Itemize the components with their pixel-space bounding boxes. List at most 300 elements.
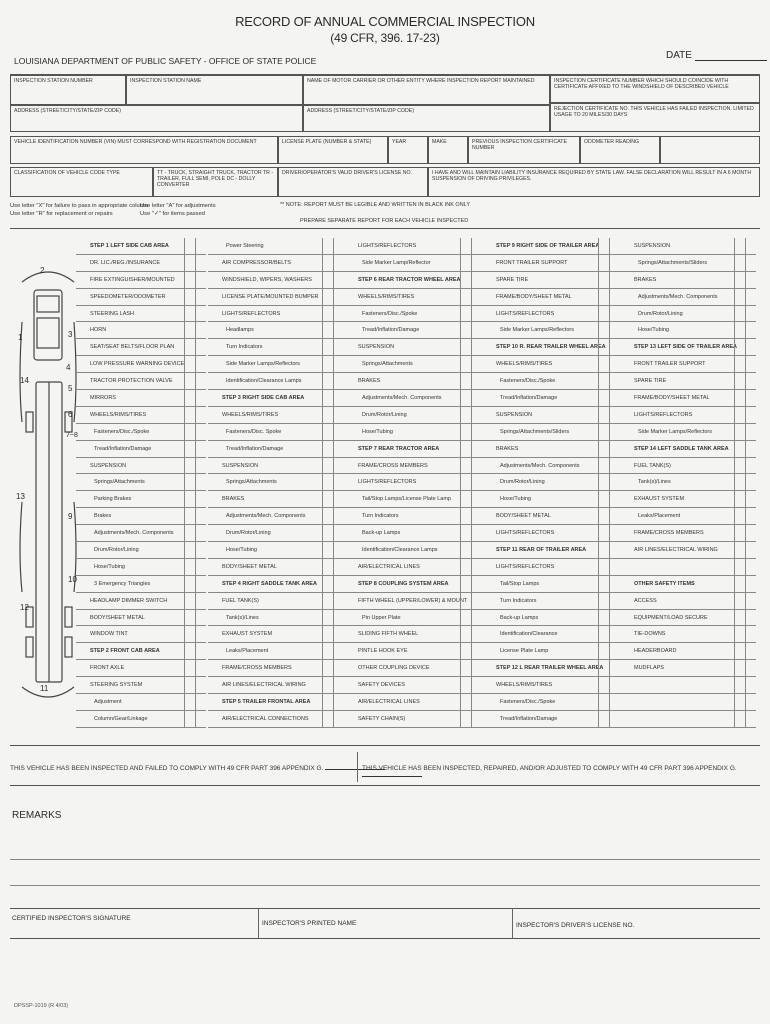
checklist-mark-box[interactable]	[745, 474, 755, 491]
checklist-mark-box[interactable]	[333, 491, 343, 508]
checklist-mark-box[interactable]	[745, 373, 755, 390]
checklist-mark-box[interactable]	[322, 542, 332, 559]
checklist-item[interactable]	[208, 255, 344, 272]
checklist-mark-box[interactable]	[460, 660, 470, 677]
checklist-item[interactable]	[482, 322, 620, 339]
checklist-item[interactable]	[76, 390, 206, 407]
checklist-mark-box[interactable]	[598, 643, 608, 660]
checklist-mark-box[interactable]	[184, 272, 194, 289]
license-plate-field[interactable]	[278, 136, 388, 164]
checklist-mark-box[interactable]	[195, 474, 205, 491]
checklist-mark-box[interactable]	[734, 694, 744, 711]
checklist-mark-box[interactable]	[745, 255, 755, 272]
odometer-value-field[interactable]	[660, 136, 760, 164]
checklist-item[interactable]	[344, 306, 482, 323]
checklist-mark-box[interactable]	[460, 491, 470, 508]
checklist-mark-box[interactable]	[184, 373, 194, 390]
checklist-mark-box[interactable]	[471, 356, 481, 373]
checklist-item[interactable]	[620, 711, 756, 728]
checklist-item[interactable]	[482, 390, 620, 407]
checklist-mark-box[interactable]	[184, 525, 194, 542]
checklist-mark-box[interactable]	[322, 306, 332, 323]
checklist-mark-box[interactable]	[734, 441, 744, 458]
checklist-mark-box[interactable]	[460, 626, 470, 643]
checklist-mark-box[interactable]	[460, 339, 470, 356]
checklist-mark-box[interactable]	[333, 559, 343, 576]
checklist-mark-box[interactable]	[609, 272, 619, 289]
checklist-mark-box[interactable]	[184, 694, 194, 711]
checklist-mark-box[interactable]	[322, 626, 332, 643]
checklist-mark-box[interactable]	[745, 711, 755, 728]
checklist-mark-box[interactable]	[322, 407, 332, 424]
checklist-mark-box[interactable]	[745, 306, 755, 323]
checklist-mark-box[interactable]	[734, 289, 744, 306]
checklist-item[interactable]	[620, 643, 756, 660]
checklist-mark-box[interactable]	[609, 508, 619, 525]
checklist-mark-box[interactable]	[609, 593, 619, 610]
checklist-mark-box[interactable]	[460, 322, 470, 339]
checklist-mark-box[interactable]	[322, 474, 332, 491]
checklist-mark-box[interactable]	[322, 491, 332, 508]
checklist-mark-box[interactable]	[598, 593, 608, 610]
checklist-mark-box[interactable]	[609, 559, 619, 576]
checklist-mark-box[interactable]	[745, 559, 755, 576]
checklist-item[interactable]	[208, 339, 344, 356]
checklist-mark-box[interactable]	[734, 491, 744, 508]
checklist-mark-box[interactable]	[609, 474, 619, 491]
checklist-item[interactable]	[76, 373, 206, 390]
checklist-item[interactable]	[620, 559, 756, 576]
checklist-item[interactable]	[76, 610, 206, 627]
checklist-item[interactable]	[482, 508, 620, 525]
checklist-item[interactable]	[208, 306, 344, 323]
checklist-mark-box[interactable]	[745, 407, 755, 424]
checklist-mark-box[interactable]	[598, 322, 608, 339]
checklist-item[interactable]	[620, 458, 756, 475]
checklist-mark-box[interactable]	[460, 407, 470, 424]
checklist-mark-box[interactable]	[184, 474, 194, 491]
checklist-mark-box[interactable]	[734, 407, 744, 424]
checklist-item[interactable]	[344, 626, 482, 643]
checklist-item[interactable]	[208, 458, 344, 475]
checklist-mark-box[interactable]	[195, 576, 205, 593]
checklist-mark-box[interactable]	[322, 559, 332, 576]
checklist-item[interactable]	[620, 508, 756, 525]
checklist-item[interactable]	[76, 272, 206, 289]
checklist-mark-box[interactable]	[471, 373, 481, 390]
checklist-mark-box[interactable]	[322, 593, 332, 610]
checklist-mark-box[interactable]	[734, 508, 744, 525]
checklist-item[interactable]	[76, 542, 206, 559]
checklist-mark-box[interactable]	[184, 711, 194, 728]
checklist-item[interactable]	[482, 424, 620, 441]
carrier-name-field[interactable]	[303, 75, 550, 105]
checklist-item[interactable]	[344, 238, 482, 255]
checklist-item[interactable]	[208, 424, 344, 441]
checklist-mark-box[interactable]	[460, 390, 470, 407]
checklist-item[interactable]	[208, 322, 344, 339]
checklist-item[interactable]	[620, 424, 756, 441]
checklist-mark-box[interactable]	[609, 255, 619, 272]
checklist-mark-box[interactable]	[734, 576, 744, 593]
checklist-mark-box[interactable]	[184, 339, 194, 356]
checklist-mark-box[interactable]	[471, 610, 481, 627]
checklist-item[interactable]	[76, 711, 206, 728]
checklist-mark-box[interactable]	[471, 677, 481, 694]
checklist-mark-box[interactable]	[333, 593, 343, 610]
checklist-item[interactable]	[208, 491, 344, 508]
checklist-mark-box[interactable]	[471, 508, 481, 525]
checklist-mark-box[interactable]	[598, 660, 608, 677]
checklist-mark-box[interactable]	[471, 626, 481, 643]
checklist-mark-box[interactable]	[333, 390, 343, 407]
checklist-item[interactable]	[76, 491, 206, 508]
year-field[interactable]	[388, 136, 428, 164]
checklist-mark-box[interactable]	[460, 289, 470, 306]
checklist-mark-box[interactable]	[598, 542, 608, 559]
checklist-mark-box[interactable]	[734, 322, 744, 339]
checklist-mark-box[interactable]	[734, 255, 744, 272]
checklist-mark-box[interactable]	[745, 272, 755, 289]
checklist-mark-box[interactable]	[184, 491, 194, 508]
checklist-mark-box[interactable]	[322, 272, 332, 289]
checklist-mark-box[interactable]	[598, 424, 608, 441]
checklist-item[interactable]	[76, 441, 206, 458]
checklist-item[interactable]	[344, 289, 482, 306]
checklist-mark-box[interactable]	[333, 643, 343, 660]
checklist-mark-box[interactable]	[184, 660, 194, 677]
checklist-mark-box[interactable]	[745, 677, 755, 694]
checklist-mark-box[interactable]	[460, 508, 470, 525]
checklist-mark-box[interactable]	[734, 373, 744, 390]
checklist-mark-box[interactable]	[734, 474, 744, 491]
checklist-mark-box[interactable]	[745, 626, 755, 643]
checklist-mark-box[interactable]	[195, 643, 205, 660]
checklist-mark-box[interactable]	[322, 677, 332, 694]
checklist-mark-box[interactable]	[734, 390, 744, 407]
checklist-item[interactable]	[76, 525, 206, 542]
checklist-mark-box[interactable]	[195, 694, 205, 711]
checklist-mark-box[interactable]	[609, 238, 619, 255]
checklist-mark-box[interactable]	[322, 610, 332, 627]
checklist-item[interactable]	[76, 474, 206, 491]
checklist-mark-box[interactable]	[322, 441, 332, 458]
checklist-mark-box[interactable]	[184, 289, 194, 306]
checklist-item[interactable]	[208, 542, 344, 559]
printed-name-field[interactable]: INSPECTOR'S PRINTED NAME	[262, 920, 357, 927]
checklist-mark-box[interactable]	[184, 356, 194, 373]
checklist-item[interactable]	[76, 576, 206, 593]
checklist-mark-box[interactable]	[460, 356, 470, 373]
checklist-item[interactable]	[482, 306, 620, 323]
date-field[interactable]	[666, 50, 767, 61]
checklist-mark-box[interactable]	[598, 559, 608, 576]
checklist-mark-box[interactable]	[333, 610, 343, 627]
checklist-mark-box[interactable]	[471, 441, 481, 458]
checklist-mark-box[interactable]	[195, 626, 205, 643]
checklist-mark-box[interactable]	[322, 711, 332, 728]
checklist-mark-box[interactable]	[745, 424, 755, 441]
checklist-mark-box[interactable]	[471, 711, 481, 728]
checklist-mark-box[interactable]	[745, 593, 755, 610]
checklist-mark-box[interactable]	[460, 238, 470, 255]
checklist-mark-box[interactable]	[195, 373, 205, 390]
checklist-mark-box[interactable]	[460, 272, 470, 289]
checklist-mark-box[interactable]	[745, 542, 755, 559]
checklist-mark-box[interactable]	[598, 525, 608, 542]
checklist-item[interactable]	[76, 559, 206, 576]
checklist-mark-box[interactable]	[598, 677, 608, 694]
classification-field[interactable]	[10, 167, 153, 197]
checklist-item[interactable]	[76, 424, 206, 441]
checklist-mark-box[interactable]	[195, 322, 205, 339]
checklist-item[interactable]	[620, 289, 756, 306]
checklist-mark-box[interactable]	[333, 407, 343, 424]
checklist-item[interactable]	[344, 390, 482, 407]
checklist-mark-box[interactable]	[734, 559, 744, 576]
checklist-item[interactable]	[76, 626, 206, 643]
checklist-item[interactable]	[482, 711, 620, 728]
checklist-item[interactable]	[208, 289, 344, 306]
checklist-mark-box[interactable]	[609, 322, 619, 339]
checklist-mark-box[interactable]	[471, 272, 481, 289]
checklist-mark-box[interactable]	[333, 238, 343, 255]
checklist-item[interactable]	[208, 238, 344, 255]
checklist-item[interactable]	[620, 474, 756, 491]
checklist-mark-box[interactable]	[460, 458, 470, 475]
checklist-mark-box[interactable]	[734, 272, 744, 289]
failed-statement[interactable]	[10, 765, 385, 772]
checklist-item[interactable]	[344, 373, 482, 390]
checklist-mark-box[interactable]	[333, 542, 343, 559]
checklist-item[interactable]	[620, 322, 756, 339]
checklist-mark-box[interactable]	[598, 474, 608, 491]
checklist-item[interactable]	[620, 306, 756, 323]
checklist-mark-box[interactable]	[471, 458, 481, 475]
checklist-mark-box[interactable]	[184, 390, 194, 407]
checklist-mark-box[interactable]	[195, 491, 205, 508]
checklist-item[interactable]	[344, 593, 482, 610]
checklist-mark-box[interactable]	[745, 238, 755, 255]
checklist-mark-box[interactable]	[333, 677, 343, 694]
checklist-mark-box[interactable]	[609, 424, 619, 441]
checklist-mark-box[interactable]	[598, 458, 608, 475]
checklist-mark-box[interactable]	[609, 491, 619, 508]
checklist-mark-box[interactable]	[322, 660, 332, 677]
checklist-mark-box[interactable]	[609, 407, 619, 424]
checklist-mark-box[interactable]	[184, 238, 194, 255]
checklist-mark-box[interactable]	[609, 458, 619, 475]
checklist-mark-box[interactable]	[598, 238, 608, 255]
checklist-mark-box[interactable]	[184, 458, 194, 475]
checklist-item[interactable]	[76, 289, 206, 306]
carrier-address-field[interactable]	[303, 105, 550, 132]
checklist-mark-box[interactable]	[195, 525, 205, 542]
checklist-mark-box[interactable]	[333, 339, 343, 356]
checklist-mark-box[interactable]	[322, 238, 332, 255]
checklist-mark-box[interactable]	[471, 542, 481, 559]
checklist-mark-box[interactable]	[598, 289, 608, 306]
checklist-mark-box[interactable]	[471, 491, 481, 508]
checklist-mark-box[interactable]	[471, 694, 481, 711]
checklist-mark-box[interactable]	[184, 322, 194, 339]
station-number-field[interactable]	[10, 75, 126, 105]
checklist-mark-box[interactable]	[322, 289, 332, 306]
checklist-item[interactable]	[482, 559, 620, 576]
checklist-mark-box[interactable]	[734, 356, 744, 373]
checklist-mark-box[interactable]	[471, 474, 481, 491]
previous-certificate-field[interactable]	[468, 136, 580, 164]
checklist-mark-box[interactable]	[333, 373, 343, 390]
checklist-mark-box[interactable]	[471, 255, 481, 272]
checklist-mark-box[interactable]	[322, 694, 332, 711]
checklist-mark-box[interactable]	[322, 458, 332, 475]
rejection-certificate-field[interactable]	[550, 103, 760, 132]
station-name-field[interactable]	[126, 75, 303, 105]
checklist-mark-box[interactable]	[745, 525, 755, 542]
checklist-mark-box[interactable]	[333, 576, 343, 593]
checklist-mark-box[interactable]	[609, 390, 619, 407]
certificate-number-field[interactable]	[550, 75, 760, 103]
checklist-item[interactable]	[620, 356, 756, 373]
checklist-item[interactable]	[620, 373, 756, 390]
checklist-mark-box[interactable]	[195, 711, 205, 728]
checklist-mark-box[interactable]	[460, 424, 470, 441]
checklist-mark-box[interactable]	[333, 255, 343, 272]
checklist-mark-box[interactable]	[333, 441, 343, 458]
checklist-mark-box[interactable]	[734, 593, 744, 610]
checklist-mark-box[interactable]	[598, 407, 608, 424]
checklist-mark-box[interactable]	[195, 339, 205, 356]
checklist-mark-box[interactable]	[195, 593, 205, 610]
checklist-item[interactable]	[620, 610, 756, 627]
checklist-item[interactable]	[208, 356, 344, 373]
checklist-mark-box[interactable]	[734, 458, 744, 475]
checklist-item[interactable]	[620, 542, 756, 559]
checklist-item[interactable]	[482, 677, 620, 694]
checklist-item[interactable]	[482, 474, 620, 491]
checklist-item[interactable]	[344, 711, 482, 728]
checklist-mark-box[interactable]	[734, 660, 744, 677]
checklist-item[interactable]	[620, 272, 756, 289]
checklist-item[interactable]	[482, 643, 620, 660]
checklist-mark-box[interactable]	[333, 289, 343, 306]
checklist-item[interactable]	[344, 677, 482, 694]
checklist-mark-box[interactable]	[609, 356, 619, 373]
certified-signature-field[interactable]: CERTIFIED INSPECTOR'S SIGNATURE	[12, 915, 131, 922]
checklist-item[interactable]	[208, 508, 344, 525]
checklist-item[interactable]	[620, 660, 756, 677]
checklist-mark-box[interactable]	[745, 339, 755, 356]
checklist-item[interactable]	[344, 474, 482, 491]
checklist-item[interactable]	[76, 255, 206, 272]
checklist-mark-box[interactable]	[734, 643, 744, 660]
checklist-mark-box[interactable]	[598, 441, 608, 458]
checklist-item[interactable]	[620, 390, 756, 407]
checklist-item[interactable]	[76, 677, 206, 694]
checklist-mark-box[interactable]	[184, 593, 194, 610]
checklist-mark-box[interactable]	[734, 677, 744, 694]
checklist-item[interactable]	[482, 255, 620, 272]
checklist-mark-box[interactable]	[195, 542, 205, 559]
checklist-mark-box[interactable]	[471, 306, 481, 323]
checklist-mark-box[interactable]	[734, 306, 744, 323]
checklist-item[interactable]	[482, 272, 620, 289]
checklist-mark-box[interactable]	[195, 424, 205, 441]
checklist-mark-box[interactable]	[745, 322, 755, 339]
checklist-mark-box[interactable]	[333, 356, 343, 373]
checklist-item[interactable]	[208, 407, 344, 424]
checklist-mark-box[interactable]	[609, 289, 619, 306]
checklist-mark-box[interactable]	[333, 306, 343, 323]
checklist-item[interactable]	[76, 458, 206, 475]
checklist-item[interactable]	[208, 593, 344, 610]
checklist-item[interactable]	[482, 525, 620, 542]
checklist-item[interactable]	[344, 643, 482, 660]
checklist-mark-box[interactable]	[598, 255, 608, 272]
checklist-mark-box[interactable]	[598, 306, 608, 323]
checklist-item[interactable]	[620, 238, 756, 255]
checklist-item[interactable]	[482, 491, 620, 508]
driver-license-field[interactable]	[278, 167, 428, 197]
checklist-mark-box[interactable]	[195, 272, 205, 289]
checklist-item[interactable]	[482, 441, 620, 458]
checklist-item[interactable]	[208, 626, 344, 643]
checklist-item[interactable]	[482, 593, 620, 610]
checklist-mark-box[interactable]	[745, 660, 755, 677]
checklist-item[interactable]	[208, 643, 344, 660]
checklist-item[interactable]	[344, 508, 482, 525]
checklist-item[interactable]	[482, 458, 620, 475]
checklist-mark-box[interactable]	[460, 643, 470, 660]
checklist-mark-box[interactable]	[609, 711, 619, 728]
checklist-mark-box[interactable]	[195, 441, 205, 458]
make-field[interactable]	[428, 136, 468, 164]
checklist-mark-box[interactable]	[460, 525, 470, 542]
passed-statement[interactable]	[362, 765, 770, 779]
checklist-mark-box[interactable]	[322, 356, 332, 373]
checklist-mark-box[interactable]	[598, 491, 608, 508]
checklist-mark-box[interactable]	[734, 238, 744, 255]
checklist-item[interactable]	[344, 491, 482, 508]
checklist-mark-box[interactable]	[598, 339, 608, 356]
checklist-mark-box[interactable]	[609, 660, 619, 677]
checklist-item[interactable]	[620, 677, 756, 694]
checklist-item[interactable]	[620, 255, 756, 272]
checklist-item[interactable]	[344, 424, 482, 441]
checklist-mark-box[interactable]	[745, 441, 755, 458]
checklist-item[interactable]	[76, 407, 206, 424]
checklist-mark-box[interactable]	[195, 660, 205, 677]
checklist-item[interactable]	[482, 610, 620, 627]
checklist-mark-box[interactable]	[734, 626, 744, 643]
checklist-mark-box[interactable]	[322, 373, 332, 390]
checklist-mark-box[interactable]	[745, 458, 755, 475]
checklist-item[interactable]	[344, 525, 482, 542]
checklist-mark-box[interactable]	[195, 289, 205, 306]
checklist-mark-box[interactable]	[734, 610, 744, 627]
remarks-area[interactable]	[10, 830, 760, 910]
checklist-mark-box[interactable]	[471, 339, 481, 356]
checklist-mark-box[interactable]	[184, 255, 194, 272]
checklist-mark-box[interactable]	[471, 322, 481, 339]
checklist-item[interactable]	[344, 610, 482, 627]
checklist-item[interactable]	[208, 272, 344, 289]
checklist-mark-box[interactable]	[195, 677, 205, 694]
checklist-mark-box[interactable]	[745, 356, 755, 373]
checklist-mark-box[interactable]	[734, 525, 744, 542]
checklist-mark-box[interactable]	[460, 576, 470, 593]
